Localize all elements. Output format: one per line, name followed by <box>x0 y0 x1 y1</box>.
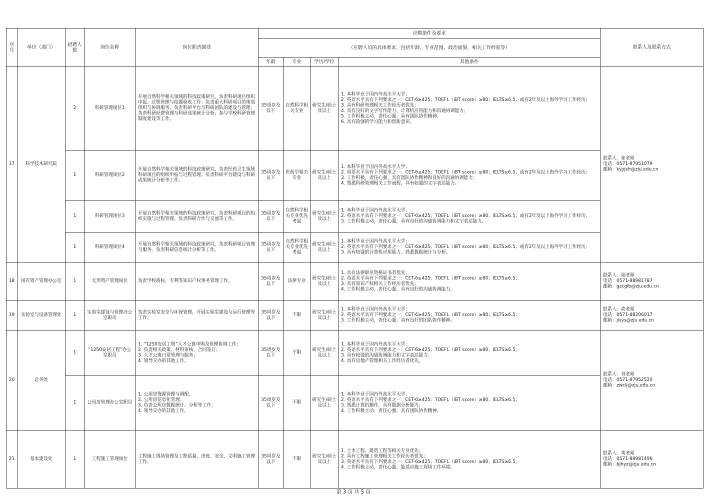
degree-requirement: 研究生/硕士及以上 <box>312 397 337 408</box>
seq-cell <box>7 301 18 331</box>
unit-name: 国有资产管理办公室 <box>20 278 62 284</box>
age-requirement: 35周岁及以下 <box>261 397 281 408</box>
degree-cell <box>311 67 339 151</box>
duty-item: 开展自然科学相关领域的科技政策研究，负责科研项目组织申报、过程管理与结题验收工作；负责重大科研项目的策划组织与协调服务；负责科研平台与科研团队的建设与管理；负责科研经费管理与科研成果统计分析；参与学校科研管理制度建设等工作。 <box>138 94 256 122</box>
major-requirement: 自然科学相关专业优先考虑 <box>285 208 308 224</box>
header-requirements: 应聘条件及要求 <box>259 29 601 39</box>
post-cell <box>85 331 136 376</box>
recruit-count: 1 <box>73 278 77 284</box>
count-cell <box>66 151 85 201</box>
seq-cell <box>7 331 18 431</box>
header-age: 年龄 <box>259 58 284 67</box>
duty-item: 开展自然科学相关领域的科技政策研究，负责科研项目的组织实施与过程管理，负责科研合作与交流等工作。 <box>138 210 256 222</box>
major-cell <box>284 201 311 233</box>
duty-cell <box>136 67 259 151</box>
contact-line: 联系人：俞老师 <box>603 307 635 312</box>
contact-line: 联系人：崔老师 <box>603 156 635 161</box>
duty-cell <box>136 233 259 263</box>
degree-cell <box>311 331 339 376</box>
other-cell <box>339 67 601 151</box>
contact-line: 邮箱：kyyjsh@zju.edu.cn <box>603 167 659 172</box>
duty-cell <box>136 151 259 201</box>
age-cell <box>259 67 284 151</box>
header-count: 招聘人数 <box>66 29 85 67</box>
contact-line: 联系人：梁老师 <box>603 273 635 278</box>
header-major: 专业 <box>284 58 311 67</box>
age-cell <box>259 301 284 331</box>
recruit-count: 1 <box>73 350 77 355</box>
header-duty: 岗位职责描述 <box>136 29 259 67</box>
seq-number: 19 <box>8 312 15 318</box>
degree-cell <box>311 263 339 301</box>
other-condition-item: 2. 英语水平具有下列要求之一：CET-6≥425；TOEFL（iBT score）≥80；IELTS≥6.5；或有2年及以上海外学习工作经历； <box>341 244 591 250</box>
other-cell <box>339 431 601 489</box>
other-condition-item: 2. 英语水平具有下列要求之一：CET-6≥425；TOEFL（iBT score）≥80；IELTS≥6.5；或有2年及以上海外学习工作经历； <box>341 97 591 103</box>
other-condition-item: 2. 英语水平具有下列要求之一：CET-6≥425；TOEFL（iBT score）≥80；IELTS≥6.5； <box>341 312 520 318</box>
duty-cell <box>136 201 259 233</box>
contact-line: 电话：0571-87952520 <box>603 377 653 383</box>
header-requirements-note: （应聘人员的具体要求，包括年龄、专业范围、政治面貌、相关工作经验等） <box>259 39 601 58</box>
duty-item: 1. 公用房资源管理与调配； <box>138 391 194 397</box>
major-cell <box>284 67 311 151</box>
degree-requirement: 研究生/硕士及以上 <box>312 347 337 358</box>
other-condition-item: 3. 熟悉计算机操作，具有数据分析能力； <box>341 402 424 408</box>
degree-requirement: 研究生/硕士及以上 <box>312 309 337 321</box>
other-condition-item: 1. 本科毕业于国内外高水平大学； <box>341 307 410 312</box>
unit-name: 基本建设处 <box>29 456 53 462</box>
duty-cell <box>136 263 259 301</box>
post-name: 工程施工管理岗位 <box>91 456 128 462</box>
post-cell <box>85 376 136 431</box>
contact-line: 邮箱：jlsys@zju.edu.cn <box>603 318 654 323</box>
other-condition-item: 3. 具有知识产权相关工作经历者优先； <box>341 281 419 287</box>
post-name: 科研管理岗位3 <box>94 213 125 219</box>
other-cell <box>339 376 601 431</box>
count-cell <box>66 263 85 301</box>
other-condition-item: 2. 英语水平具有下列要求之一：CET-6≥425；TOEFL（iBT score）≥80；IELTS≥6.5； <box>341 275 520 281</box>
degree-requirement: 研究生/硕士及以上 <box>312 210 337 222</box>
count-cell <box>66 233 85 263</box>
major-cell <box>284 301 311 331</box>
contact-line: 邮箱：zwclj@zju.edu.cn <box>603 383 656 388</box>
other-cell <box>339 301 601 331</box>
major-requirement: 自然科学相关专业优先考虑 <box>285 239 308 255</box>
age-requirement: 35周岁及以下 <box>261 210 281 222</box>
contact-cell <box>601 67 704 263</box>
duty-item: 4. 领导交办的其他工作。 <box>138 358 189 364</box>
contact-cell <box>601 331 704 431</box>
age-requirement: 35周岁及以下 <box>261 102 281 114</box>
major-requirement: 医药学相关专业 <box>285 169 308 181</box>
unit-name: 总务处 <box>34 377 48 383</box>
other-condition-item: 1. 本科毕业于国内外高水平大学； <box>341 91 410 97</box>
post-name: 实验室建设与管理办公室职员 <box>87 309 133 321</box>
age-cell <box>259 233 284 263</box>
unit-cell <box>18 263 66 301</box>
major-cell <box>284 431 311 489</box>
duty-cell <box>136 376 259 431</box>
duty-item: 3. 人才公寓日常管理与服务； <box>138 352 198 358</box>
count-cell <box>66 331 85 376</box>
post-cell <box>85 233 136 263</box>
other-cell <box>339 151 601 201</box>
other-condition-item: 2. 英语水平具有下列要求之一：CET-6≥425；TOEFL（iBT score）≥80；IELTS≥6.5； <box>341 397 520 403</box>
seq-cell <box>7 431 18 489</box>
major-cell <box>284 376 311 431</box>
recruit-count: 1 <box>73 213 77 219</box>
other-condition-item: 4. 工作积极主动，责任心强，能适应施工现场工作环境。 <box>341 464 455 470</box>
degree-requirement: 研究生/硕士及以上 <box>312 453 337 465</box>
post-cell <box>85 263 136 301</box>
age-cell <box>259 376 284 431</box>
recruitment-table <box>6 28 704 489</box>
age-requirement: 35周岁及以下 <box>261 309 281 321</box>
other-condition-item: 1. 本科毕业于国内外高水平大学； <box>341 341 410 347</box>
degree-requirement: 研究生/硕士及以上 <box>312 275 337 287</box>
other-condition-item: 4. 具有良好的文字写作能力、计算机应用能力和沟通协调能力； <box>341 108 469 114</box>
degree-requirement: 研究生/硕士及以上 <box>312 169 337 181</box>
recruit-count: 2 <box>73 105 77 111</box>
degree-cell <box>311 233 339 263</box>
duty-cell <box>136 331 259 376</box>
post-cell <box>85 201 136 233</box>
recruit-count: 1 <box>73 244 77 250</box>
other-condition-item: 6. 具有较强的学习能力和创新意识。 <box>341 119 415 125</box>
major-requirement: 法律专业 <box>287 278 306 284</box>
other-condition-item: 2. 具有工程施工管理相关工作经历者优先； <box>341 453 428 459</box>
count-cell <box>66 376 85 431</box>
other-cell <box>339 263 601 301</box>
major-requirement: 不限 <box>292 400 302 405</box>
age-cell <box>259 151 284 201</box>
unit-cell <box>18 301 66 331</box>
degree-cell <box>311 431 339 489</box>
post-name: 公用房管理办公室职员 <box>87 400 133 405</box>
count-cell <box>66 431 85 489</box>
major-cell <box>284 331 311 376</box>
duty-item: 3. 负责公用房数据统计、分析等工作； <box>138 402 216 408</box>
age-requirement: 35周岁及以下 <box>261 453 281 465</box>
seq-number: 18 <box>8 278 15 284</box>
other-condition-item: 3. 具有科研管理相关工作经历者优先； <box>341 102 419 108</box>
duty-item: 1. “1250安居工程”人才公寓申购及管理协调工作； <box>138 341 241 347</box>
age-requirement: 35周岁及以下 <box>261 347 281 358</box>
header-degree: 学历/学位 <box>311 58 339 67</box>
duty-item: 负责实验室安全与环保管理，开展实验室建设与运行管理等工作。 <box>138 309 256 321</box>
duty-cell <box>136 431 259 489</box>
other-condition-item: 1. 本科毕业于国内外高水平大学； <box>341 164 410 170</box>
recruit-count: 1 <box>73 172 77 178</box>
post-name: 科研管理岗位2 <box>94 172 125 178</box>
unit-cell <box>18 331 66 431</box>
major-requirement: 不限 <box>292 312 302 318</box>
count-cell <box>66 201 85 233</box>
contact-line: 联系人：刘老师 <box>603 372 635 377</box>
duty-item: 负责学校商标、专利等知识产权事务管理工作。 <box>138 278 233 284</box>
duty-cell <box>136 301 259 331</box>
header-post: 岗位名称 <box>85 29 136 67</box>
duty-item: 开展自然科学相关领域的科技政策研究，负责科研项目管理与服务，负责科研信息统计分析等工作。 <box>138 241 256 253</box>
contact-line: 电话：0571-88981496 <box>603 456 653 462</box>
contact-line: 电话：0571-88206017 <box>603 312 653 318</box>
recruit-count: 1 <box>73 312 77 318</box>
seq-number: 17 <box>8 161 15 167</box>
seq-cell <box>7 263 18 301</box>
age-cell <box>259 201 284 233</box>
other-condition-item: 1. 土木工程、建筑工程等相关专业优先； <box>341 448 424 454</box>
post-name: “1250安居工程”办公室职员 <box>88 347 132 358</box>
age-requirement: 35周岁及以下 <box>261 275 281 287</box>
other-condition-item: 2. 英语水平具有下列要求之一：CET-6≥425；TOEFL（iBT score）≥80；IELTS≥6.5；或有2年及以上海外学习工作经历； <box>341 213 591 219</box>
contact-line: 邮箱：gzcglb@zju.edu.cn <box>603 284 659 289</box>
duty-item: 工程施工现场管理及工程质量、进度、安全、文明施工管理工作。 <box>138 453 256 465</box>
other-condition-item: 2. 英语水平具有下列要求之一：CET-6≥425；TOEFL（iBT score）≥80；IELTS≥6.5；或有2年及以上海外学习工作经历； <box>341 169 591 175</box>
other-condition-item: 4. 工作积极主动，责任心强，具有良好的沟通协调能力。 <box>341 286 455 292</box>
contact-line: 电话：0571-87951079 <box>603 161 653 167</box>
age-cell <box>259 263 284 301</box>
age-requirement: 35周岁及以下 <box>261 241 281 253</box>
other-condition-item: 1. 本科毕业于国内外高水平大学； <box>341 391 410 397</box>
major-requirement: 自然科学相关专业 <box>285 102 308 114</box>
other-condition-item: 3. 英语水平具有下列要求之一：CET-6≥425；TOEFL（iBT score）≥80；IELTS≥6.5； <box>341 459 520 465</box>
other-condition-item: 5. 工作积极主动，责任心强，具有团队协作精神； <box>341 113 442 119</box>
contact-cell <box>601 263 704 301</box>
age-cell <box>259 431 284 489</box>
degree-cell <box>311 201 339 233</box>
other-condition-item: 4. 工作积极主动，责任心强，具有团队协作精神。 <box>341 408 442 414</box>
duty-item: 开展自然科学相关领域的科技政策研究，负责医药卫生领域科研项目的组织申报与过程管理；负责科研平台建设与科研成果统计分析等工作。 <box>138 167 256 183</box>
other-cell <box>339 201 601 233</box>
other-condition-item: 4. 具有房地产管理相关工作经历者优先。 <box>341 358 424 364</box>
degree-requirement: 研究生/硕士及以上 <box>312 241 337 253</box>
post-cell <box>85 301 136 331</box>
unit-cell <box>18 67 66 263</box>
other-cell <box>339 233 601 263</box>
other-condition-item: 3. 工作积极主动，责任心强，具有良好的团队协作精神。 <box>341 318 455 323</box>
seq-cell <box>7 67 18 263</box>
count-cell <box>66 301 85 331</box>
contact-cell <box>601 301 704 331</box>
other-condition-item: 3. 具有较强的计算机应用能力，熟悉数据统计与分析。 <box>341 250 451 255</box>
age-cell <box>259 331 284 376</box>
post-name: 科研管理岗位4 <box>94 244 125 250</box>
unit-name: 科学技术研究院 <box>25 161 57 167</box>
other-cell <box>339 331 601 376</box>
duty-item: 4. 领导交办的其他工作。 <box>138 408 189 414</box>
duty-item: 2. 负责相关政策、材料审核、合同签订； <box>138 347 221 353</box>
contact-line: 电话：0571-88981787 <box>603 278 653 284</box>
contact-line: 邮箱：bjhyz@zju.edu.cn <box>603 462 657 467</box>
other-condition-item: 3. 具有较强的沟通协调能力和文字表达能力； <box>341 352 433 358</box>
degree-cell <box>311 376 339 431</box>
seq-number: 20 <box>8 377 15 383</box>
contact-line: 联系人：黄老师 <box>603 451 635 456</box>
count-cell <box>66 67 85 151</box>
age-requirement: 35周岁及以下 <box>261 169 281 181</box>
header-unit: 单位（部门） <box>18 29 66 67</box>
major-requirement: 不限 <box>292 456 302 462</box>
recruit-count: 1 <box>73 400 77 405</box>
major-cell <box>284 263 311 301</box>
other-condition-item: 1. 本科毕业于国内外高水平大学； <box>341 239 410 244</box>
seq-number: 21 <box>8 456 15 462</box>
post-cell <box>85 67 136 151</box>
header-contact: 联系人及联系方式 <box>601 29 704 67</box>
other-condition-item: 3. 工作积极主动，责任心强，具有良好的沟通协调能力和文字表达能力。 <box>341 219 487 224</box>
other-condition-item: 1. 本科毕业于国内外高水平大学； <box>341 208 410 213</box>
other-condition-item: 2. 英语水平具有下列要求之一：CET-6≥425；TOEFL（iBT score）≥80；IELTS≥6.5； <box>341 347 520 353</box>
major-cell <box>284 233 311 263</box>
header-seq: 序号 <box>7 29 18 67</box>
post-name: 无形资产管理岗位 <box>91 278 128 284</box>
recruit-count: 1 <box>73 456 77 462</box>
header-other: 其他条件 <box>339 58 601 67</box>
post-name: 科研管理岗位1 <box>94 105 125 111</box>
other-condition-item: 3. 工作积极，责任心强，具有团队协作精神和良好的沟通协调能力； <box>341 175 478 181</box>
unit-name: 实验室与设备管理处 <box>20 312 62 318</box>
duty-item: 2. 公用房信息化管理； <box>138 397 185 403</box>
page-footer: 第 3 页 共 5 页 <box>336 489 371 495</box>
major-cell <box>284 151 311 201</box>
degree-requirement: 研究生/硕士及以上 <box>312 102 337 114</box>
contact-cell <box>601 431 704 489</box>
other-condition-item: 4. 熟悉科研管理相关工作流程，具有较强的文字表达能力。 <box>341 180 460 186</box>
major-requirement: 不限 <box>292 350 302 355</box>
post-cell <box>85 431 136 489</box>
unit-cell <box>18 431 66 489</box>
degree-cell <box>311 301 339 331</box>
other-condition-item: 1. 具有法律职业资格证书者优先； <box>341 270 410 276</box>
degree-cell <box>311 151 339 201</box>
post-cell <box>85 151 136 201</box>
